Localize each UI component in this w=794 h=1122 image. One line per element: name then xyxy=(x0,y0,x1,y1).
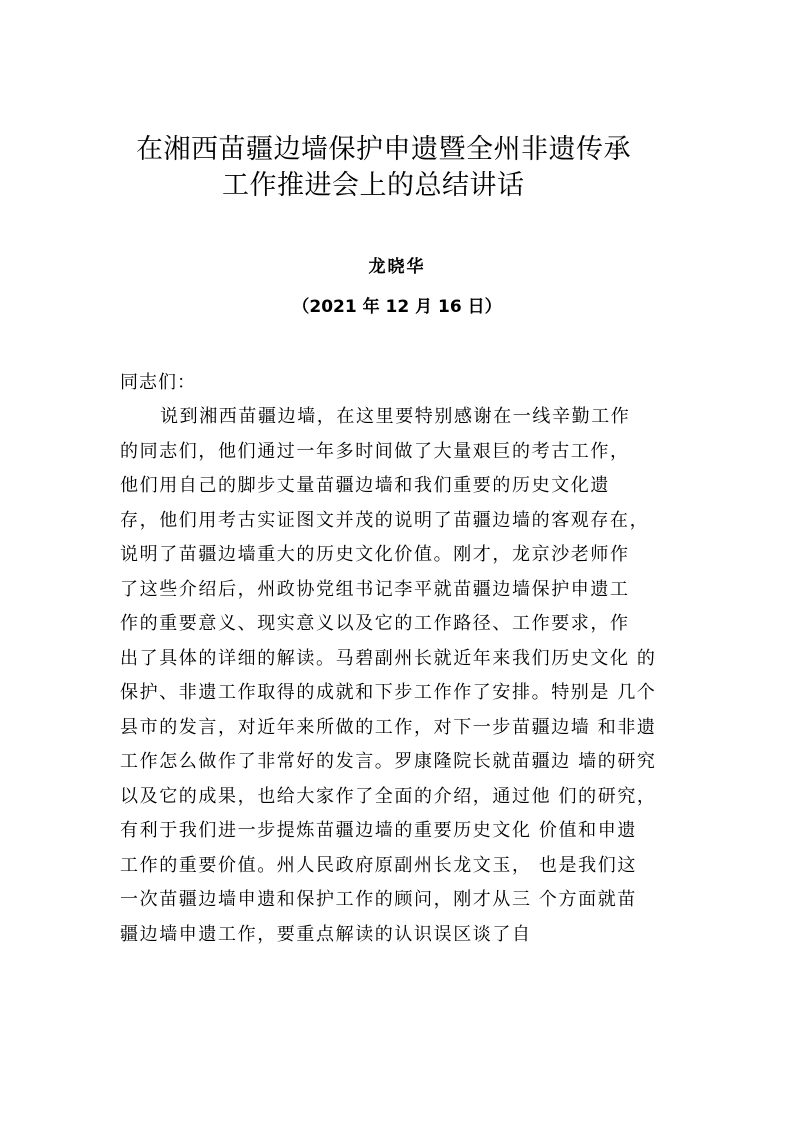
body-line: 说到湘西苗疆边墙，在这里要特别感谢在一线辛勤工作 xyxy=(160,406,631,427)
body-line: 了这些介绍后，州政协党组书记李平就苗疆边墙保护申遗工 xyxy=(120,578,630,600)
body-line: 的同志们，他们通过一年多时间做了大量艰巨的考古工作， xyxy=(120,440,630,462)
body-line: 他们用自己的脚步丈量苗疆边墙和我们重要的历史文化遗 xyxy=(120,475,610,496)
body-line: 县市的发言，对近年来所做的工作，对下一步苗疆边墙 和非遗 xyxy=(120,716,657,738)
document-title xyxy=(100,132,700,204)
body-line: 存，他们用考古实证图文并茂的说明了苗疆边墙的客观存在， xyxy=(120,509,650,531)
body-line: 一次苗疆边墙申遗和保护工作的顾问，刚才从三 个方面就苗 xyxy=(120,889,637,910)
body-line: 工作的重要价值。州人民政府原副州长龙文玉， 也是我们这 xyxy=(120,854,637,876)
body-line: 疆边墙申遗工作，要重点解读的认识误区谈了自 xyxy=(120,923,532,945)
speech-date: （2021 年 12 月 16 日） xyxy=(292,297,502,317)
title-line-1: 在湘西苗疆边墙保护申遗暨全州非遗传承 xyxy=(136,134,631,165)
body-line: 出了具体的详细的解读。马碧副州长就近年来我们历史文化 的 xyxy=(120,647,657,669)
title-line-2: 工作推进会上的总结讲话 xyxy=(222,170,525,201)
speech-body xyxy=(120,400,700,952)
author-name: 龙晓华 xyxy=(368,257,426,277)
body-line: 以及它的成果，也给大家作了全面的介绍，通过他 们的研究， xyxy=(120,785,657,807)
body-line: 保护、非遗工作取得的成就和下步工作作了安排。特别是 几个 xyxy=(120,682,657,703)
body-line: 工作怎么做作了非常好的发言。罗康隆院长就苗疆边 墙的研究 xyxy=(120,751,657,772)
body-line: 作的重要意义、现实意义以及它的工作路径、工作要求，作 xyxy=(120,613,630,634)
body-line: 说明了苗疆边墙重大的历史文化价值。刚才，龙京沙老师作 xyxy=(120,544,630,565)
body-line: 有利于我们进一步提炼苗疆边墙的重要历史文化 价值和申遗 xyxy=(120,820,637,841)
salutation: 同志们： xyxy=(120,372,196,393)
